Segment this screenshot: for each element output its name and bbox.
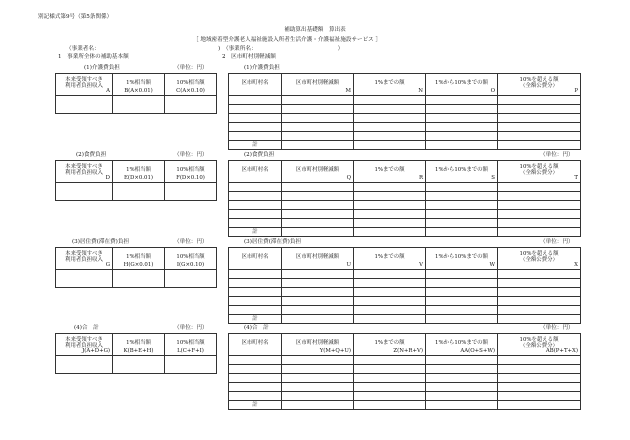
cell[interactable] [282,288,354,297]
cell[interactable] [282,114,354,123]
total-label: 計 [229,141,282,150]
header-over-10: 10%を超える額 （全額公費分） T [498,161,581,183]
cell[interactable] [282,192,354,201]
cell[interactable] [354,210,426,219]
cell[interactable] [498,123,581,132]
left-block-title: (4)合 計 [74,325,99,331]
cell[interactable] [354,132,426,141]
left-unit-label: （単位：円） [174,239,208,245]
cell[interactable] [282,123,354,132]
cell[interactable] [282,132,354,141]
cell[interactable] [498,114,581,123]
header-reduction: 区市町村別軽減額 U [282,248,354,270]
cell[interactable] [229,123,282,132]
cell[interactable] [229,201,282,210]
cell[interactable] [354,315,426,324]
cell[interactable] [229,392,282,401]
header-up-to-1: 1%までの額 Z(N+R+V) [354,334,426,356]
cell[interactable] [354,356,426,365]
input-cell[interactable] [113,96,165,114]
cell[interactable] [229,270,282,279]
header-reduction: 区市町村別軽減額 M [282,74,354,96]
left-unit-label: （単位：円） [174,152,208,158]
cell[interactable] [282,141,354,150]
cell[interactable] [426,114,498,123]
cell[interactable] [282,183,354,192]
page-subtitle: ［ 地域密着型介護老人福祉施設入所者生活介護・介護福祉施設サービス ］ [193,37,382,43]
cell[interactable] [354,374,426,383]
cell[interactable] [426,210,498,219]
cell[interactable] [498,183,581,192]
cell[interactable] [229,306,282,315]
cell[interactable] [282,392,354,401]
input-cell[interactable] [113,270,165,288]
left-block-title: (1)介護費負担 [84,65,120,71]
left-table [55,160,217,201]
cell[interactable] [498,141,581,150]
input-cell[interactable] [113,356,165,374]
cell[interactable] [282,374,354,383]
cell[interactable] [426,279,498,288]
header-income: 本来受領すべき 利用者負担収入 A [56,74,113,96]
cell[interactable] [426,201,498,210]
left-unit-label: （単位：円） [174,325,208,331]
cell[interactable] [282,365,354,374]
header-income: 本来受領すべき 利用者負担収入 D [56,161,113,183]
input-cell[interactable] [113,183,165,201]
header-one-percent: 1%相当額 E(D×0.01) [113,161,165,183]
cell[interactable] [498,315,581,324]
header-reduction: 区市町村別軽減額 Y(M+Q+U) [282,334,354,356]
right-unit-label: （単位：円） [540,325,574,331]
form-id: 別記様式第9号（第5条関係） [38,14,113,20]
cell[interactable] [282,279,354,288]
cell[interactable] [426,183,498,192]
cell[interactable] [426,383,498,392]
header-ten-percent: 10%相当額 F(D×0.10) [165,161,217,183]
cell[interactable] [229,183,282,192]
cell[interactable] [229,288,282,297]
cell[interactable] [229,383,282,392]
cell[interactable] [426,356,498,365]
cell[interactable] [282,383,354,392]
header-over-10: 10%を超える額 （全額公費分） P [498,74,581,96]
input-cell[interactable] [165,270,217,288]
cell[interactable] [354,401,426,410]
header-1-to-10: 1%から10%までの額 O [426,74,498,96]
cell[interactable] [354,183,426,192]
header-ten-percent: 10%相当額 C(A×0.10) [165,74,217,96]
cell[interactable] [354,123,426,132]
cell[interactable] [426,401,498,410]
left-block-title: (3)居住費(滞在費)負担 [72,239,130,245]
cell[interactable] [282,228,354,237]
cell[interactable] [229,192,282,201]
header-one-percent: 1%相当額 H(G×0.01) [113,248,165,270]
cell[interactable] [498,356,581,365]
cell[interactable] [498,219,581,228]
cell[interactable] [354,392,426,401]
cell[interactable] [426,141,498,150]
header-over-10: 10%を超える額 （全額公費分） X [498,248,581,270]
total-label: 計 [229,315,282,324]
cell[interactable] [282,356,354,365]
cell[interactable] [229,374,282,383]
cell[interactable] [354,105,426,114]
cell[interactable] [426,374,498,383]
header-up-to-1: 1%までの額 R [354,161,426,183]
header-one-percent: 1%相当額 K(B+E+H) [113,334,165,356]
cell[interactable] [282,401,354,410]
total-label: 計 [229,228,282,237]
left-table [55,333,217,374]
header-municipality: 区市町村名 [229,248,282,270]
header-municipality: 区市町村名 [229,161,282,183]
left-unit-label: （単位：円） [174,65,208,71]
cell[interactable] [282,96,354,105]
cell[interactable] [426,288,498,297]
total-label: 計 [229,401,282,410]
cell[interactable] [354,306,426,315]
cell[interactable] [354,288,426,297]
cell[interactable] [498,228,581,237]
cell[interactable] [354,201,426,210]
cell[interactable] [498,210,581,219]
input-cell[interactable] [56,96,113,114]
cell[interactable] [498,270,581,279]
cell[interactable] [229,297,282,306]
header-1-to-10: 1%から10%までの額 AA(O+S+W) [426,334,498,356]
cell[interactable] [354,270,426,279]
cell[interactable] [229,114,282,123]
cell[interactable] [282,297,354,306]
right-block-title: (3)居住費(滞在費)負担 [244,239,302,245]
section-1-title: 1 事業所全体の補助基本額 [58,54,129,60]
header-up-to-1: 1%までの額 N [354,74,426,96]
cell[interactable] [229,132,282,141]
right-block-title: (2)食費負担 [244,152,275,158]
cell[interactable] [354,141,426,150]
input-cell[interactable] [56,183,113,201]
cell[interactable] [498,192,581,201]
cell[interactable] [354,219,426,228]
input-cell[interactable] [56,270,113,288]
header-reduction: 区市町村別軽減額 Q [282,161,354,183]
operator-label: （事業者名： [66,46,100,52]
header-ten-percent: 10%相当額 I(G×0.10) [165,248,217,270]
input-cell[interactable] [165,96,217,114]
cell[interactable] [426,270,498,279]
right-table [228,160,581,237]
right-block-title: (4)合 計 [244,325,269,331]
cell[interactable] [229,279,282,288]
header-ten-percent: 10%相当額 L(C+F+I) [165,334,217,356]
cell[interactable] [426,297,498,306]
header-income: 本来受領すべき 利用者負担収入 G [56,248,113,270]
right-unit-label: （単位：円） [540,152,574,158]
cell[interactable] [426,228,498,237]
header-one-percent: 1%相当額 B(A×0.01) [113,74,165,96]
cell[interactable] [498,288,581,297]
cell[interactable] [498,279,581,288]
header-1-to-10: 1%から10%までの額 W [426,248,498,270]
right-table [228,247,581,324]
right-table [228,73,581,150]
cell[interactable] [354,228,426,237]
cell[interactable] [426,306,498,315]
cell[interactable] [229,105,282,114]
cell[interactable] [426,219,498,228]
cell[interactable] [354,365,426,374]
cell[interactable] [498,96,581,105]
input-cell[interactable] [165,183,217,201]
right-table [228,333,581,410]
cell[interactable] [229,356,282,365]
header-municipality: 区市町村名 [229,74,282,96]
cell[interactable] [229,210,282,219]
cell[interactable] [426,123,498,132]
cell[interactable] [282,315,354,324]
cell[interactable] [498,297,581,306]
cell[interactable] [354,279,426,288]
cell[interactable] [426,96,498,105]
cell[interactable] [426,192,498,201]
cell[interactable] [229,219,282,228]
cell[interactable] [498,401,581,410]
cell[interactable] [426,365,498,374]
cell[interactable] [498,306,581,315]
cell[interactable] [282,306,354,315]
right-unit-label: （単位：円） [540,239,574,245]
page-title: 補助算出基礎額 算出表 [284,27,346,33]
cell[interactable] [354,383,426,392]
office-name-line: ) （事業所名： ） [218,46,344,52]
cell[interactable] [282,210,354,219]
input-cell[interactable] [165,356,217,374]
header-over-10: 10%を超える額 （全額公費分） AB(P+T+X) [498,334,581,356]
cell[interactable] [354,114,426,123]
left-table [55,73,217,114]
left-block-title: (2)食費負担 [76,152,107,158]
cell[interactable] [282,270,354,279]
cell[interactable] [426,132,498,141]
cell[interactable] [282,201,354,210]
cell[interactable] [498,374,581,383]
cell[interactable] [498,132,581,141]
input-cell[interactable] [56,356,113,374]
cell[interactable] [282,219,354,228]
cell[interactable] [426,392,498,401]
header-income: 本来受領すべき 利用者負担収入 J(A+D+G) [56,334,113,356]
cell[interactable] [282,105,354,114]
header-municipality: 区市町村名 [229,334,282,356]
cell[interactable] [426,105,498,114]
left-table [55,247,217,288]
header-up-to-1: 1%までの額 V [354,248,426,270]
right-block-title: (1)介護費負担 [244,65,280,71]
cell[interactable] [229,96,282,105]
section-2-title: 2 区市町村別軽減額 [222,54,276,60]
cell[interactable] [229,365,282,374]
cell[interactable] [354,96,426,105]
cell[interactable] [498,392,581,401]
cell[interactable] [354,297,426,306]
cell[interactable] [498,105,581,114]
cell[interactable] [426,315,498,324]
header-1-to-10: 1%から10%までの額 S [426,161,498,183]
cell[interactable] [498,383,581,392]
cell[interactable] [498,201,581,210]
cell[interactable] [354,192,426,201]
cell[interactable] [498,365,581,374]
